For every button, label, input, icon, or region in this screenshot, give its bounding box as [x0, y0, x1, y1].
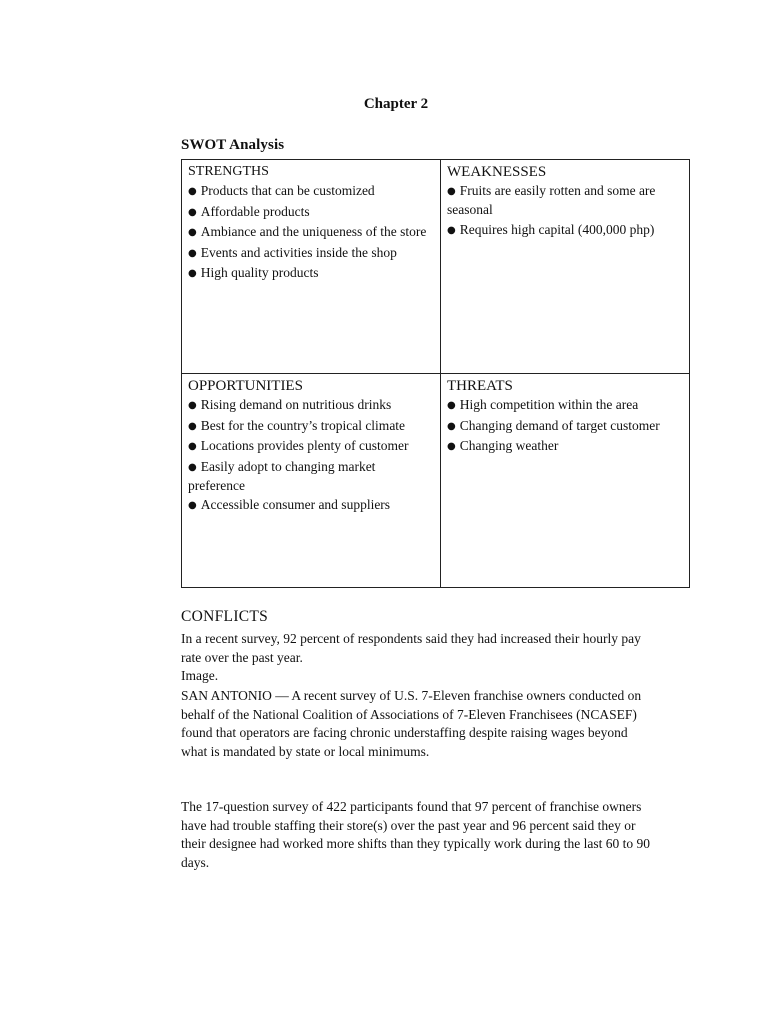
list-item: ● Easily adopt to changing market preference: [188, 458, 376, 493]
bullet-icon: ●: [188, 206, 197, 218]
bullet-icon: ●: [188, 420, 197, 432]
swot-table: [181, 159, 690, 588]
list-item: ● Locations provides plenty of customer: [188, 437, 434, 456]
strengths-list: [188, 182, 434, 283]
threats-cell: [441, 374, 690, 588]
conflicts-paragraph-3: The 17-question survey of 422 participants found that 97 percent of franchise owners have had trouble staffing their store(s) over the past year and 96 percent said they or their designee had worked more shifts than they typically work during the last 60 to 90 days.: [181, 799, 651, 870]
list-item: ● Accessible consumer and suppliers: [188, 496, 434, 515]
bullet-icon: ●: [447, 224, 456, 236]
list-item: ● Changing demand of target customer: [447, 417, 683, 436]
list-item: ● Events and activities inside the shop: [188, 244, 434, 263]
opportunities-list: [188, 396, 434, 515]
bullet-icon: ●: [188, 441, 197, 452]
opportunities-cell: [182, 374, 441, 588]
strengths-cell: [182, 160, 441, 374]
bullet-icon: ●: [447, 400, 456, 411]
image-caption: Image.: [181, 668, 219, 683]
swot-heading: SWOT Analysis: [181, 137, 285, 153]
list-item: ● Products that can be customized: [188, 182, 434, 201]
strengths-title: STRENGTHS: [188, 164, 269, 179]
list-item: ● Best for the country’s tropical climate: [188, 417, 434, 436]
weaknesses-cell: [441, 160, 690, 374]
list-item: ● Ambiance and the uniqueness of the store: [188, 223, 434, 242]
swot-row-top: [182, 160, 690, 374]
list-item: ● High competition within the area: [447, 396, 683, 415]
bullet-icon: ●: [188, 400, 197, 411]
weaknesses-list: [447, 182, 683, 240]
list-item: ● Rising demand on nutritious drinks: [188, 396, 434, 415]
swot-row-bottom: [182, 374, 690, 588]
bullet-icon: ●: [447, 441, 456, 452]
opportunities-title: OPPORTUNITIES: [188, 378, 303, 394]
conflicts-heading: CONFLICTS: [181, 608, 269, 625]
list-item: ● Affordable products: [188, 203, 434, 222]
list-item: ● High quality products: [188, 264, 434, 283]
list-item: ● Fruits are easily rotten and some are seasonal: [447, 183, 656, 217]
list-item: ● Changing weather: [447, 437, 683, 456]
conflicts-paragraph-2: SAN ANTONIO — A recent survey of U.S. 7-Eleven franchise owners conducted on behalf of the National Coalition of Associations of 7-Eleven Franchisees (NCASEF) found that operators are facing chronic understaffing despite raising wages beyond what is mandated by state or local minimums.: [181, 688, 642, 759]
threats-list: [447, 396, 683, 456]
list-item: ● Requires high capital (400,000 php): [447, 221, 683, 240]
bullet-icon: ●: [188, 268, 197, 279]
bullet-icon: ●: [188, 227, 197, 238]
threats-title: THREATS: [447, 378, 513, 394]
bullet-icon: ●: [188, 247, 197, 259]
weaknesses-title: WEAKNESSES: [447, 164, 547, 180]
bullet-icon: ●: [447, 420, 456, 432]
bullet-icon: ●: [188, 461, 197, 473]
bullet-icon: ●: [188, 500, 197, 511]
bullet-icon: ●: [447, 186, 456, 197]
chapter-title: Chapter 2: [363, 96, 429, 112]
bullet-icon: ●: [188, 186, 197, 197]
conflicts-paragraph-1: In a recent survey, 92 percent of respondents said they had increased their hourly pay rate over the past year.: [181, 631, 641, 665]
